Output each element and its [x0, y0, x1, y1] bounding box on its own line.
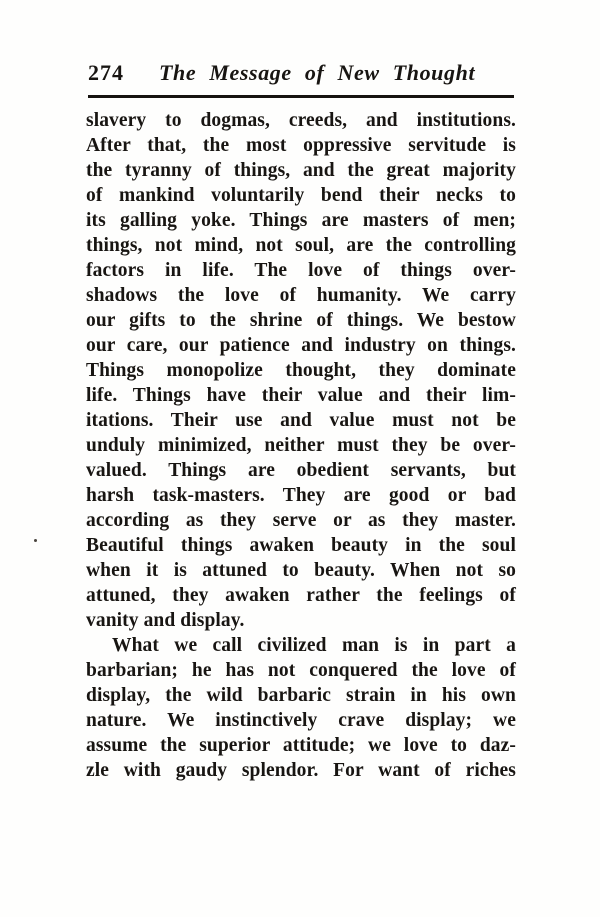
- text-line: itations. Their use and value must not be: [86, 410, 516, 431]
- text-line: Beautiful things awaken beauty in the soul: [86, 535, 516, 556]
- body-text: [86, 108, 516, 783]
- text-line: our gifts to the shrine of things. We bestow: [86, 310, 516, 331]
- header-rule: [88, 95, 514, 98]
- running-title: The Message of New Thought: [159, 60, 476, 85]
- text-line: factors in life. The love of things over-: [86, 260, 516, 281]
- text-line: valued. Things are obedient servants, but: [86, 460, 516, 481]
- text-line: of mankind voluntarily bend their necks to: [86, 185, 516, 206]
- print-speck: [34, 539, 37, 542]
- running-header: [88, 60, 514, 88]
- text-line: life. Things have their value and their lim-: [86, 385, 516, 406]
- text-line: according as they serve or as they master.: [86, 510, 516, 531]
- text-line: our care, our patience and industry on things.: [86, 335, 516, 356]
- text-line: display, the wild barbaric strain in his own: [86, 685, 516, 706]
- text-line: barbarian; he has not conquered the love of: [86, 660, 516, 681]
- text-line: harsh task-masters. They are good or bad: [86, 485, 516, 506]
- text-line: After that, the most oppressive servitude is: [86, 135, 516, 156]
- text-line: things, not mind, not soul, are the controlling: [86, 235, 516, 256]
- text-line: assume the superior attitude; we love to daz-: [86, 735, 516, 756]
- text-line: slavery to dogmas, creeds, and institutions.: [86, 110, 516, 131]
- text-line: shadows the love of humanity. We carry: [86, 285, 516, 306]
- text-line: What we call civilized man is in part a: [112, 635, 516, 656]
- text-line: the tyranny of things, and the great majority: [86, 160, 516, 181]
- text-line: nature. We instinctively crave display; we: [86, 710, 516, 731]
- text-line: unduly minimized, neither must they be over-: [86, 435, 516, 456]
- text-line: attuned, they awaken rather the feelings of: [86, 585, 516, 606]
- page-number: 274: [88, 60, 124, 85]
- text-line: its galling yoke. Things are masters of men;: [86, 210, 516, 231]
- text-line: Things monopolize thought, they dominate: [86, 360, 516, 381]
- text-line: zle with gaudy splendor. For want of riches: [86, 760, 516, 781]
- text-line: vanity and display.: [86, 610, 245, 631]
- text-line: when it is attuned to beauty. When not so: [86, 560, 516, 581]
